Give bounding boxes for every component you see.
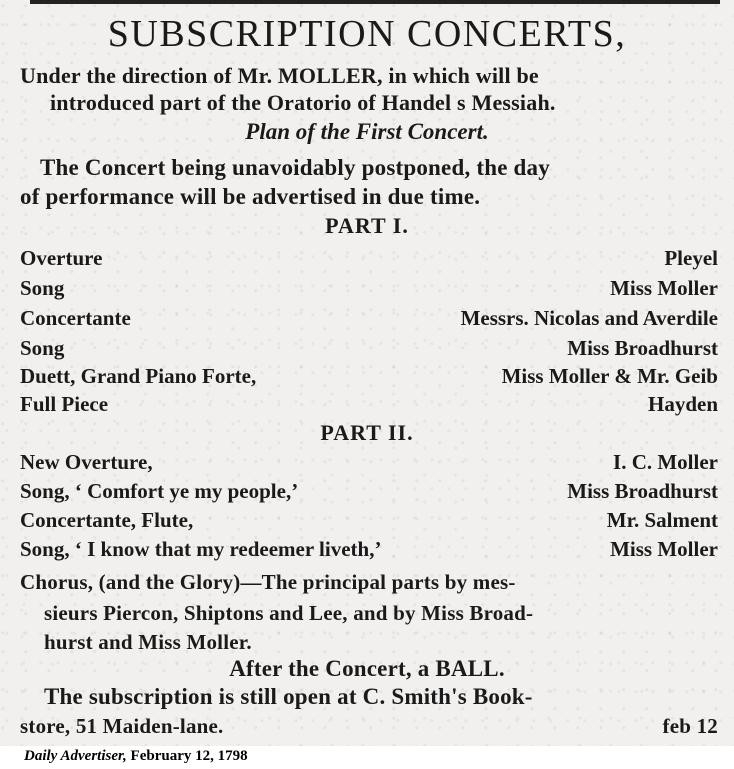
piece-name: Overture — [20, 246, 103, 270]
subscription-line-2: store, 51 Maiden-lane. — [20, 714, 224, 738]
notice-line-1: The Concert being unavoidably postponed, the day — [40, 155, 550, 180]
program-row — [20, 246, 718, 274]
program-row — [20, 392, 718, 420]
top-rule — [30, 0, 720, 4]
piece-name: Concertante — [20, 306, 131, 330]
intro-line-2: introduced part of the Oratorio of Handel s Messiah. — [50, 90, 556, 115]
piece-name: Song, ‘ Comfort ye my people,’ — [20, 479, 299, 503]
part-2-heading: PART II. — [320, 420, 414, 445]
plan-title: Plan of the First Concert. — [245, 119, 489, 144]
program-row — [20, 276, 718, 304]
piece-name: New Overture, — [20, 450, 153, 474]
caption-area — [0, 746, 734, 769]
program-row — [20, 364, 718, 392]
performer-name: Miss Moller & Mr. Geib — [501, 364, 718, 388]
performer-name: Pleyel — [664, 246, 718, 270]
program-row — [20, 336, 718, 364]
chorus-line-1: Chorus, (and the Glory)—The principal parts by mes- — [20, 570, 516, 594]
date-short: feb 12 — [662, 714, 718, 738]
headline: SUBSCRIPTION CONCERTS, — [107, 13, 627, 55]
chorus-line-2: sieurs Piercon, Shiptons and Lee, and by Miss Broad- — [44, 601, 534, 625]
program-row — [20, 450, 718, 478]
program-row — [20, 479, 718, 507]
program-row — [20, 508, 718, 536]
program-row — [20, 537, 718, 565]
piece-name: Full Piece — [20, 392, 109, 416]
program-row — [20, 306, 718, 334]
piece-name: Song — [20, 276, 65, 300]
caption-source: Daily Advertiser, — [24, 748, 127, 764]
performer-name: Miss Broadhurst — [567, 479, 718, 503]
caption-date: February 12, 1798 — [130, 748, 248, 764]
subscription-line-1: The subscription is still open at C. Smith's Book- — [44, 684, 533, 709]
performer-name: Miss Broadhurst — [567, 336, 718, 360]
chorus-line-3: hurst and Miss Moller. — [44, 630, 252, 654]
notice-line-2: of performance will be advertised in due time. — [20, 184, 481, 209]
piece-name: Song, ‘ I know that my redeemer liveth,’ — [20, 537, 382, 561]
intro-line-1: Under the direction of Mr. MOLLER, in which will be — [20, 63, 539, 88]
part-1-heading: PART I. — [325, 213, 409, 238]
piece-name: Concertante, Flute, — [20, 508, 194, 532]
piece-name: Duett, Grand Piano Forte, — [20, 364, 257, 388]
ball-announcement: After the Concert, a BALL. — [229, 656, 505, 681]
performer-name: Miss Moller — [610, 276, 718, 300]
performer-name: Miss Moller — [610, 537, 718, 561]
caption — [24, 748, 248, 765]
piece-name: Song — [20, 336, 65, 360]
performer-name: Hayden — [647, 392, 718, 416]
performer-name: I. C. Moller — [613, 450, 718, 474]
performer-name: Messrs. Nicolas and Averdile — [460, 306, 718, 330]
performer-name: Mr. Salment — [606, 508, 718, 532]
